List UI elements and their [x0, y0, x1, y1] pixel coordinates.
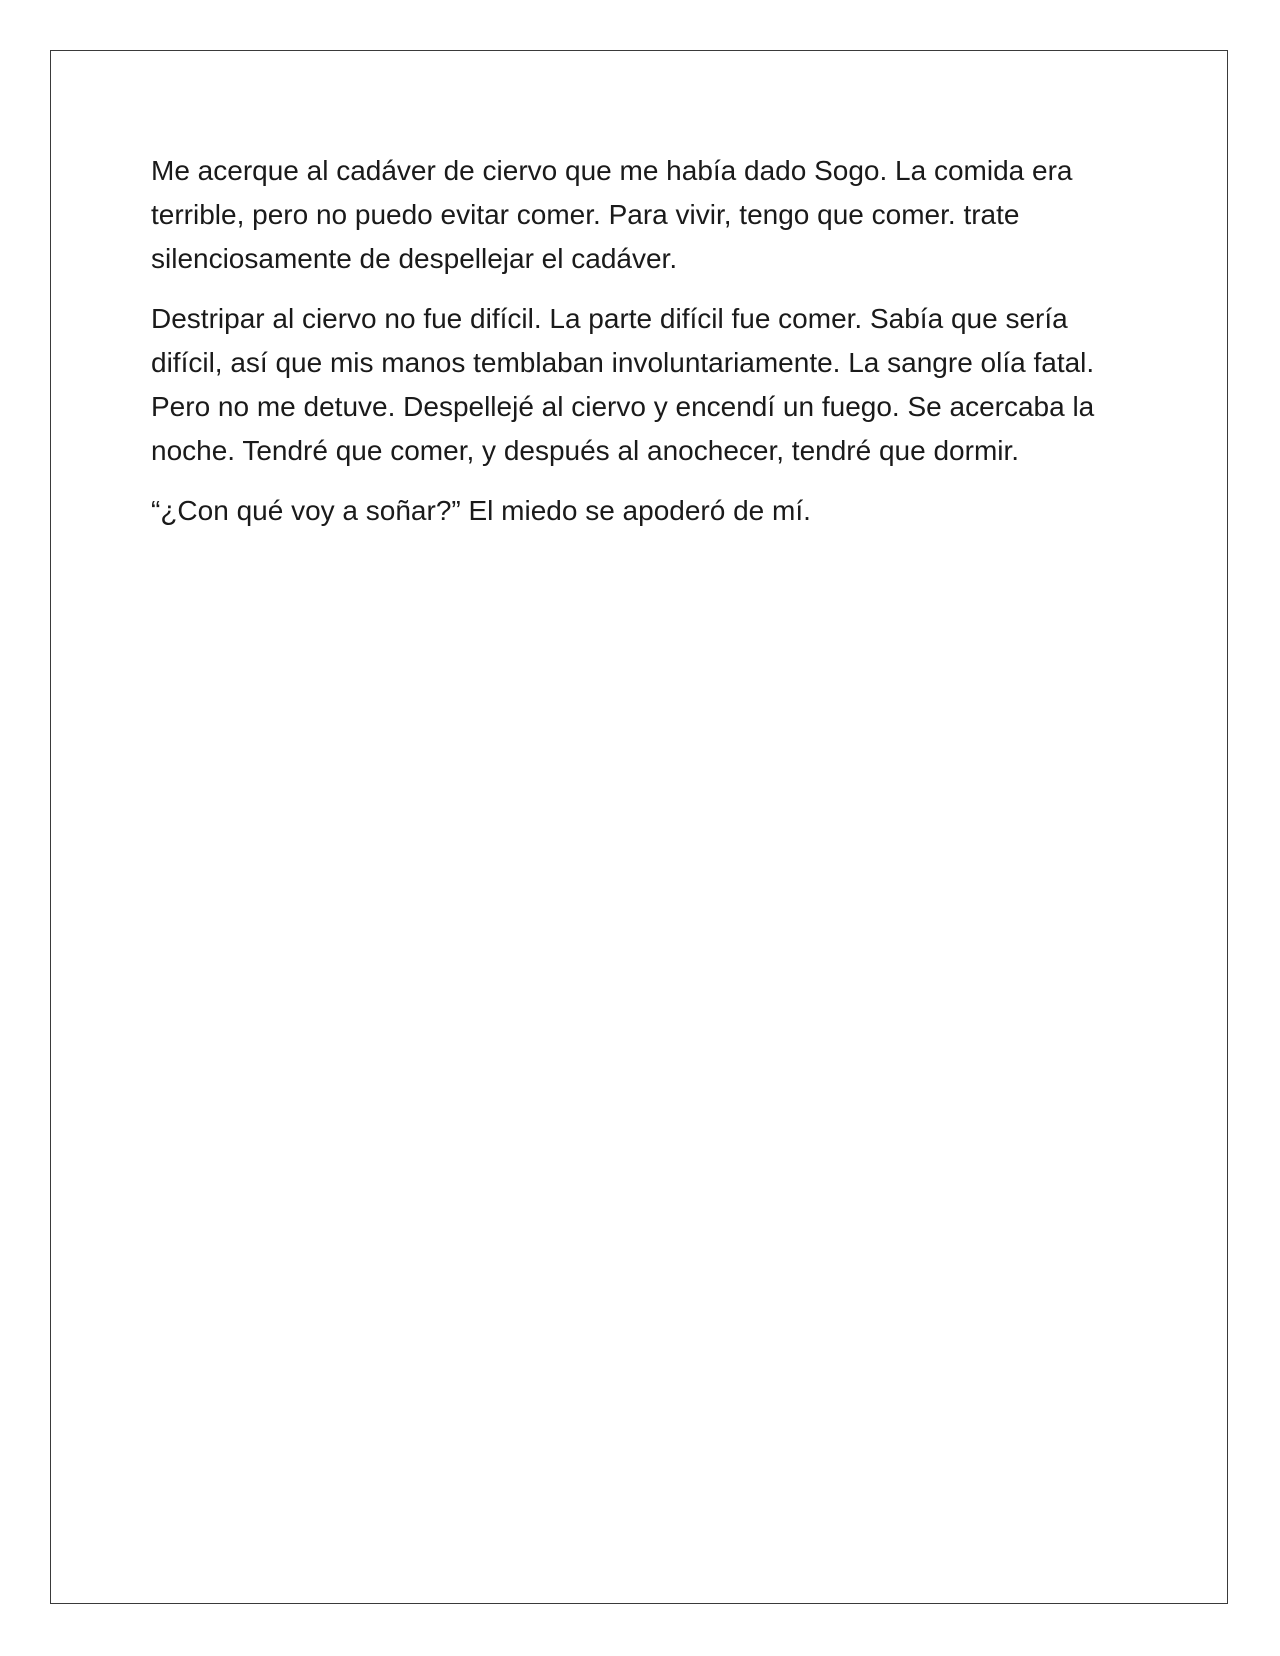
- paragraph-2: Destripar al ciervo no fue difícil. La parte difícil fue comer. Sabía que sería difícil, así que mis manos temblaban involuntariamente. La sangre olía fatal. Pero no me detuve. Despellejé al ciervo y encendí un fuego. Se acercaba la noche. Tendré que comer, y después al anochecer, tendré que dormir.: [151, 303, 1095, 466]
- paragraph-3: “¿Con qué voy a soñar?” El miedo se apoderó de mí.: [151, 495, 811, 526]
- document-body: [151, 149, 1141, 549]
- paragraph-1: Me acerque al cadáver de ciervo que me había dado Sogo. La comida era terrible, pero no puedo evitar comer. Para vivir, tengo que comer. trate silenciosamente de despellejar el cadáver.: [151, 155, 1073, 274]
